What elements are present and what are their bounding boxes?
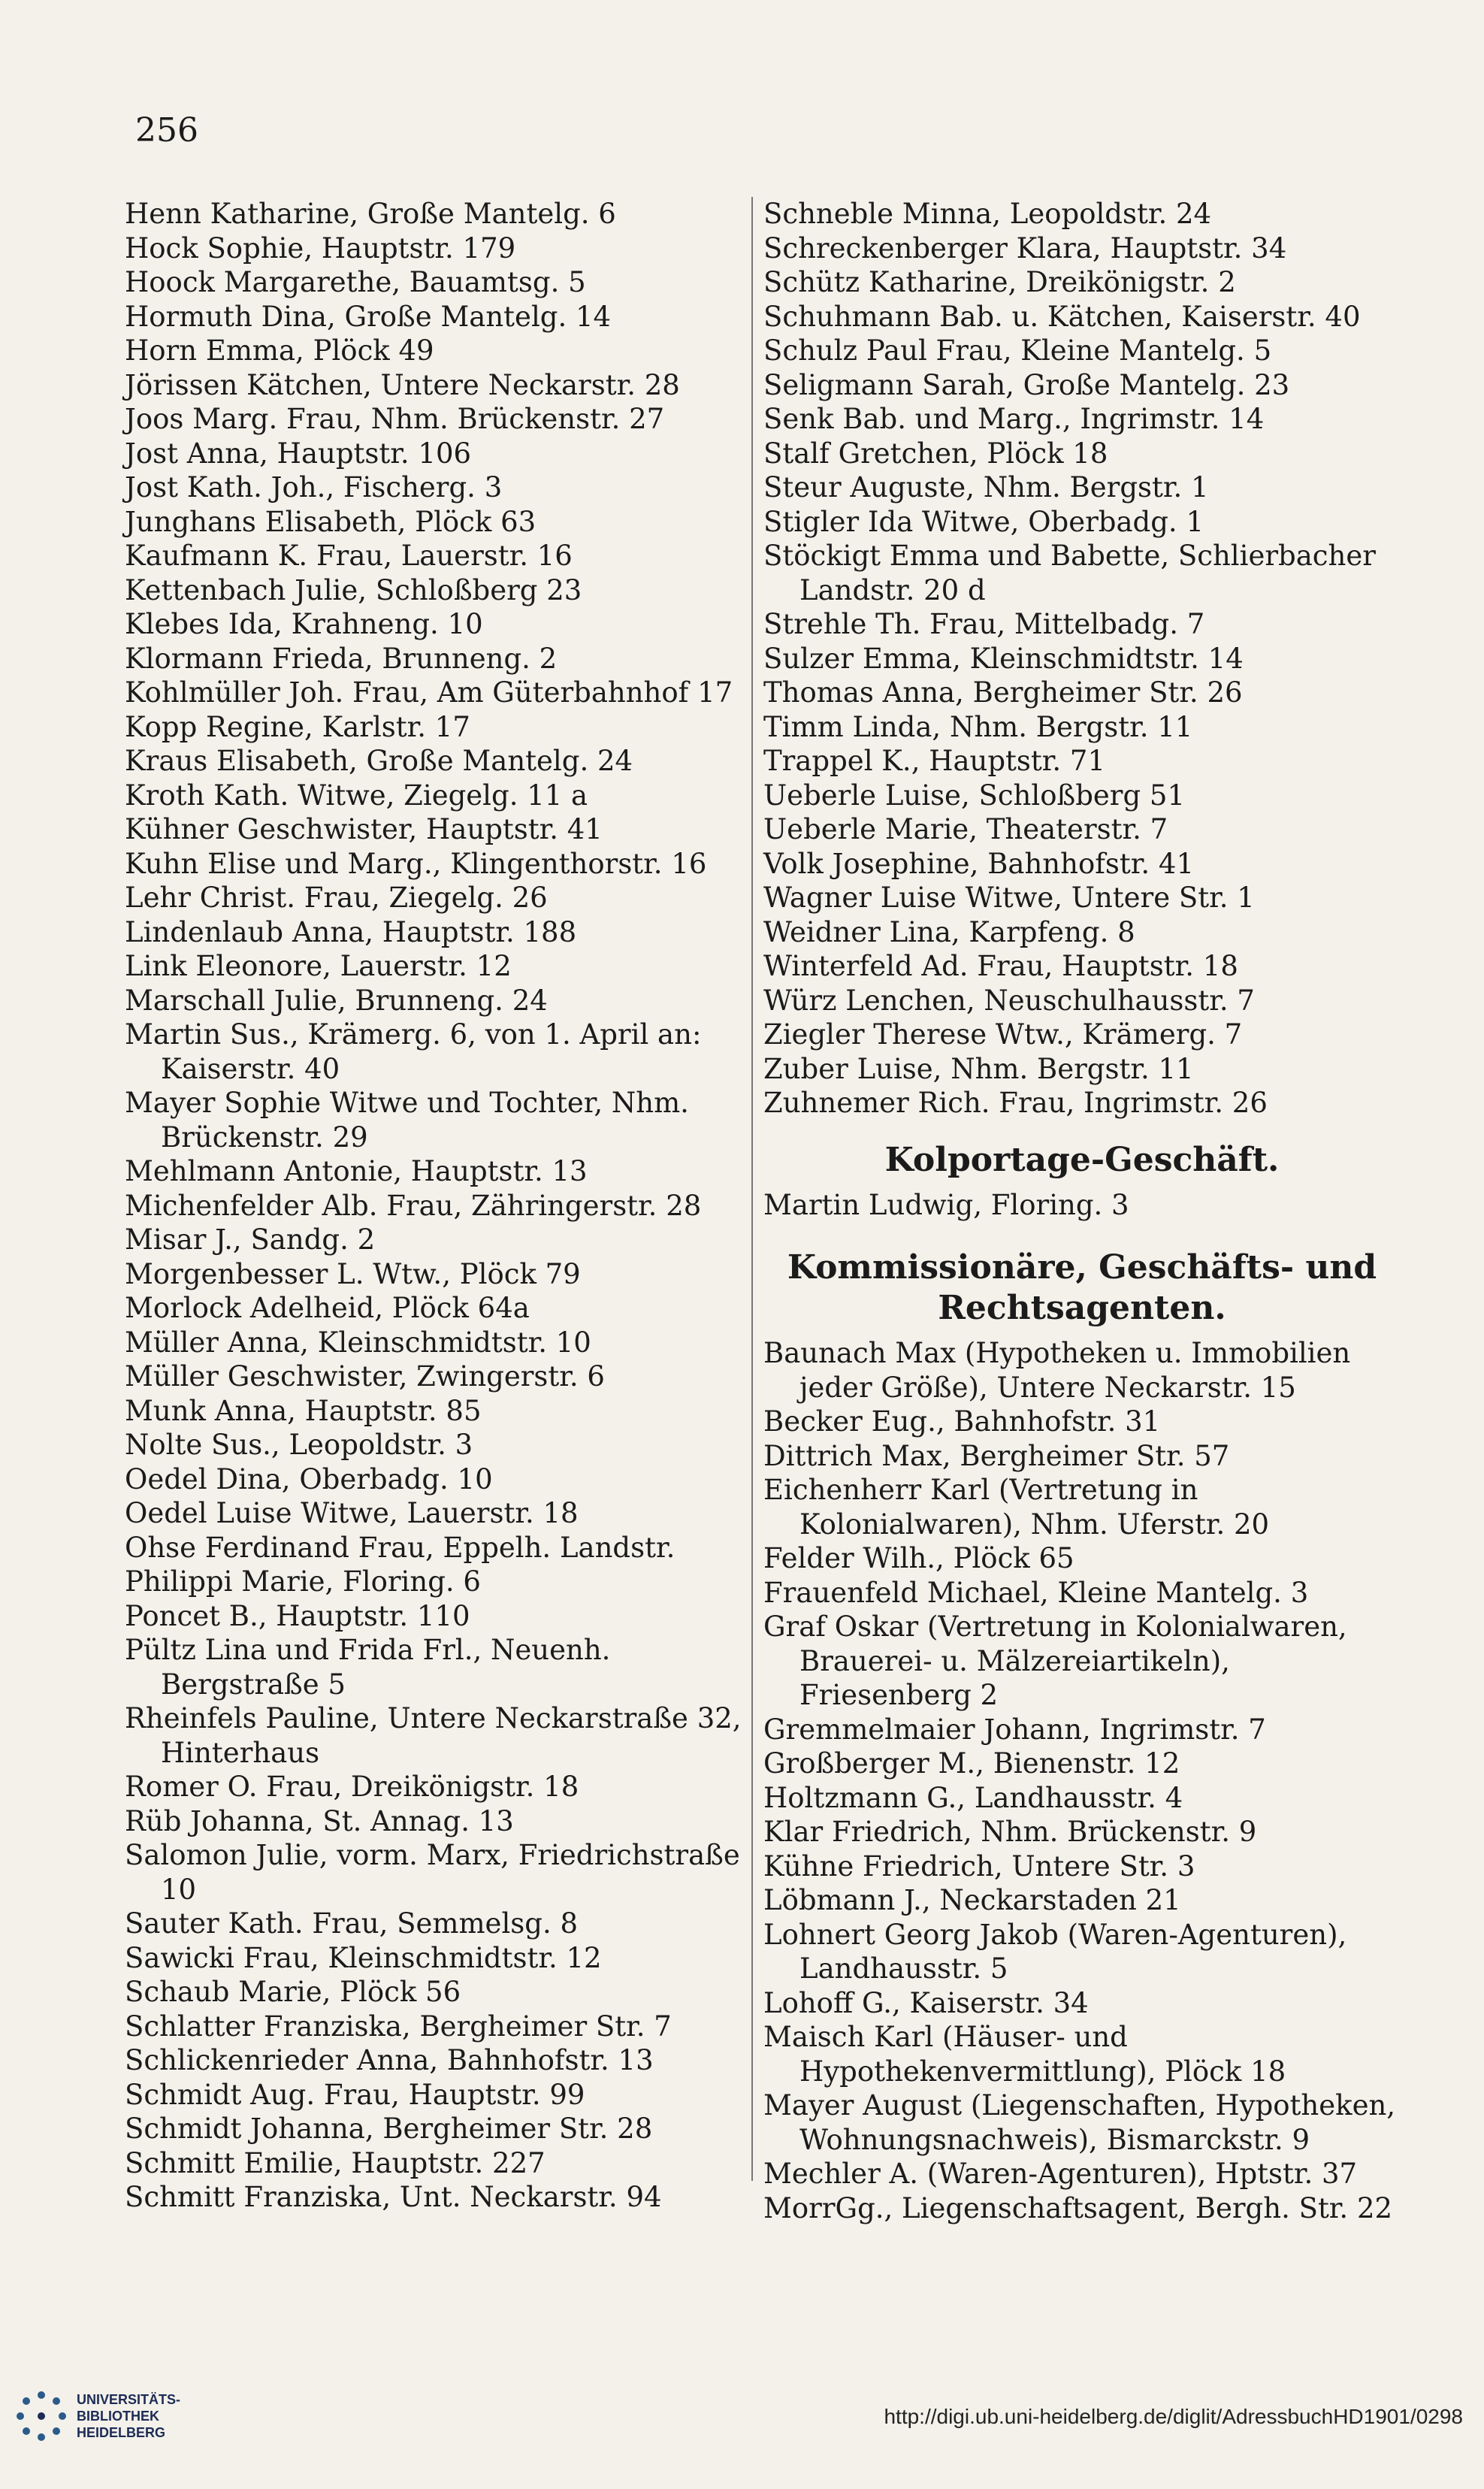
- directory-entry: Sulzer Emma, Kleinschmidtstr. 14: [763, 642, 1244, 675]
- directory-entry: Schulz Paul Frau, Kleine Mantelg. 5: [763, 334, 1272, 367]
- directory-entry: Ueberle Marie, Theaterstr. 7: [763, 813, 1168, 845]
- directory-entry: Kühner Geschwister, Hauptstr. 41: [125, 813, 603, 845]
- directory-entry: Hock Sophie, Hauptstr. 179: [125, 231, 516, 265]
- directory-entry: Müller Geschwister, Zwingerstr. 6: [125, 1360, 605, 1393]
- directory-entry: Junghans Elisabeth, Plöck 63: [125, 505, 536, 538]
- directory-entry: Kuhn Elise und Marg., Klingenthorstr. 16: [125, 847, 707, 880]
- directory-entry: Schmitt Emilie, Hauptstr. 227: [125, 2146, 546, 2179]
- directory-entry: Winterfeld Ad. Frau, Hauptstr. 18: [763, 950, 1238, 982]
- directory-entry: Poncet B., Hauptstr. 110: [125, 1599, 470, 1632]
- directory-entry: Felder Wilh., Plöck 65: [763, 1542, 1074, 1574]
- directory-entry: Weidner Lina, Karpfeng. 8: [763, 915, 1135, 948]
- right-column: [763, 197, 1401, 2225]
- directory-entry: Becker Eug., Bahnhofstr. 31: [763, 1405, 1161, 1438]
- section-heading-line-2: Rechtsagenten.: [938, 1289, 1226, 1327]
- directory-entry: Rheinfels Pauline, Untere Neckarstraße 32, Hinterhaus: [125, 1702, 742, 1769]
- directory-entry: Lehr Christ. Frau, Ziegelg. 26: [125, 882, 548, 914]
- directory-entry: Ziegler Therese Wtw., Krämerg. 7: [763, 1018, 1243, 1051]
- directory-entry: Mayer Sophie Witwe und Tochter, Nhm. Brückenstr. 29: [125, 1087, 689, 1154]
- directory-entry: Misar J., Sandg. 2: [125, 1223, 376, 1256]
- directory-entry: Philippi Marie, Floring. 6: [125, 1565, 481, 1598]
- directory-entry: Schuhmann Bab. u. Kätchen, Kaiserstr. 40: [763, 300, 1361, 333]
- library-name-line-1: UNIVERSITÄTS-: [77, 2392, 181, 2407]
- directory-entry: Kopp Regine, Karlstr. 17: [125, 710, 470, 743]
- directory-entry: Stalf Gretchen, Plöck 18: [763, 437, 1108, 470]
- directory-entry: Kettenbach Julie, Schloßberg 23: [125, 573, 582, 606]
- directory-entry: Strehle Th. Frau, Mittelbadg. 7: [763, 608, 1205, 640]
- directory-entry: Lindenlaub Anna, Hauptstr. 188: [125, 915, 577, 948]
- directory-entry: Hoock Margarethe, Bauamtsg. 5: [125, 266, 586, 298]
- directory-entry: Schütz Katharine, Dreikönigstr. 2: [763, 266, 1236, 298]
- directory-entry: Sauter Kath. Frau, Semmelsg. 8: [125, 1907, 579, 1940]
- directory-entry: Frauenfeld Michael, Kleine Mantelg. 3: [763, 1576, 1309, 1609]
- directory-entry: Schmidt Johanna, Bergheimer Str. 28: [125, 2112, 653, 2145]
- directory-entry: Schreckenberger Klara, Hauptstr. 34: [763, 231, 1287, 265]
- directory-entry: Oedel Dina, Oberbadg. 10: [125, 1462, 493, 1496]
- directory-entry: Gremmelmaier Johann, Ingrimstr. 7: [763, 1713, 1266, 1746]
- directory-entry: Pültz Lina und Frida Frl., Neuenh. Bergstraße 5: [125, 1634, 611, 1701]
- directory-entry: Mayer August (Liegenschaften, Hypotheken, Wohnungsnachweis), Bismarckstr. 9: [763, 2089, 1396, 2156]
- directory-entry: Klebes Ida, Krahneng. 10: [125, 608, 483, 640]
- left-column: [125, 197, 754, 2215]
- directory-entry: Jörissen Kätchen, Untere Neckarstr. 28: [125, 368, 680, 401]
- directory-entry: Nolte Sus., Leopoldstr. 3: [125, 1429, 473, 1461]
- directory-entry: Großberger M., Bienenstr. 12: [763, 1747, 1180, 1780]
- directory-entry: Holtzmann G., Landhausstr. 4: [763, 1781, 1183, 1814]
- directory-entry: Morlock Adelheid, Plöck 64a: [125, 1292, 530, 1324]
- library-logo: [14, 2388, 180, 2444]
- directory-entry: Henn Katharine, Große Mantelg. 6: [125, 198, 616, 230]
- footer: [0, 2361, 1484, 2489]
- library-name-line-2: BIBLIOTHEK: [77, 2409, 159, 2424]
- directory-entry: Wagner Luise Witwe, Untere Str. 1: [763, 882, 1255, 914]
- directory-entry: Löbmann J., Neckarstaden 21: [763, 1884, 1181, 1916]
- directory-entry: Jost Kath. Joh., Fischerg. 3: [125, 471, 503, 504]
- directory-entry: Eichenherr Karl (Vertretung in Kolonialwaren), Nhm. Uferstr. 20: [763, 1474, 1270, 1541]
- directory-entry: MorrGg., Liegenschaftsagent, Bergh. Str. 22: [763, 2191, 1393, 2224]
- entries-section-2: [763, 1336, 1401, 2225]
- directory-entry: Kohlmüller Joh. Frau, Am Güterbahnhof 17: [125, 676, 733, 709]
- directory-entry: Morgenbesser L. Wtw., Plöck 79: [125, 1257, 581, 1290]
- directory-entry: Schmidt Aug. Frau, Hauptstr. 99: [125, 2078, 585, 2111]
- directory-entry: Link Eleonore, Lauerstr. 12: [125, 950, 512, 982]
- directory-entry: Kühne Friedrich, Untere Str. 3: [763, 1849, 1195, 1883]
- directory-entry: Hormuth Dina, Große Mantelg. 14: [125, 300, 612, 333]
- directory-entry: Trappel K., Hauptstr. 71: [763, 745, 1106, 777]
- directory-entry: Martin Sus., Krämerg. 6, von 1. April an: Kaiserstr. 40: [125, 1018, 702, 1085]
- directory-entry: Lohnert Georg Jakob (Waren-Agenturen), Landhausstr. 5: [763, 1918, 1347, 1985]
- directory-entry: Zuhnemer Rich. Frau, Ingrimstr. 26: [763, 1087, 1268, 1119]
- directory-entry: Marschall Julie, Brunneng. 24: [125, 984, 548, 1017]
- directory-entry: Sawicki Frau, Kleinschmidtstr. 12: [125, 1941, 602, 1974]
- directory-entry: Seligmann Sarah, Große Mantelg. 23: [763, 368, 1290, 401]
- page-number: 256: [135, 111, 198, 150]
- directory-entry: Müller Anna, Kleinschmidtstr. 10: [125, 1326, 591, 1359]
- directory-entry: Mehlmann Antonie, Hauptstr. 13: [125, 1155, 588, 1187]
- directory-entry: Senk Bab. und Marg., Ingrimstr. 14: [763, 403, 1265, 435]
- library-seal-icon: [14, 2388, 69, 2444]
- directory-entry: Schlatter Franziska, Bergheimer Str. 7: [125, 2010, 672, 2043]
- library-name-line-3: HEIDELBERG: [77, 2425, 166, 2440]
- entries-section-1: [763, 1188, 1401, 1223]
- directory-entry: Timm Linda, Nhm. Bergstr. 11: [763, 710, 1193, 743]
- directory-entry: Steur Auguste, Nhm. Bergstr. 1: [763, 471, 1209, 504]
- directory-entry: Romer O. Frau, Dreikönigstr. 18: [125, 1771, 579, 1803]
- directory-entry: Ueberle Luise, Schloßberg 51: [763, 779, 1185, 812]
- directory-entry: Graf Oskar (Vertretung in Kolonialwaren, Brauerei- u. Mälzereiartikeln), Friesenberg 2: [763, 1610, 1347, 1711]
- directory-entry: Schaub Marie, Plöck 56: [125, 1976, 461, 2008]
- directory-entry: Salomon Julie, vorm. Marx, Friedrichstraße 10: [125, 1839, 740, 1906]
- directory-entry: Klormann Frieda, Brunneng. 2: [125, 642, 558, 675]
- directory-entry: Rüb Johanna, St. Annag. 13: [125, 1804, 514, 1837]
- directory-entry: Kroth Kath. Witwe, Ziegelg. 11 a: [125, 779, 588, 812]
- directory-entry: Lohoff G., Kaiserstr. 34: [763, 1986, 1089, 2019]
- directory-entry: Kaufmann K. Frau, Lauerstr. 16: [125, 540, 573, 572]
- directory-entry: Dittrich Max, Bergheimer Str. 57: [763, 1439, 1230, 1472]
- directory-entry: Michenfelder Alb. Frau, Zähringerstr. 28: [125, 1189, 702, 1222]
- column-divider: [751, 197, 753, 2181]
- section-heading-kolportage: Kolportage-Geschäft.: [884, 1140, 1280, 1179]
- directory-entry: Kraus Elisabeth, Große Mantelg. 24: [125, 745, 633, 777]
- directory-entry: Jost Anna, Hauptstr. 106: [125, 437, 472, 470]
- source-url-link[interactable]: http://digi.ub.uni-heidelberg.de/diglit/AdressbuchHD1901/0298: [884, 2405, 1463, 2428]
- library-name: [77, 2391, 180, 2441]
- directory-entry: Martin Ludwig, Floring. 3: [763, 1188, 1129, 1221]
- directory-entry: Schmitt Franziska, Unt. Neckarstr. 94: [125, 2181, 662, 2213]
- directory-entry: Munk Anna, Hauptstr. 85: [125, 1394, 482, 1427]
- directory-entry: Schneble Minna, Leopoldstr. 24: [763, 198, 1212, 230]
- section-heading-line-1: Kommissionäre, Geschäfts- und: [787, 1248, 1377, 1287]
- directory-entry: Schlickenrieder Anna, Bahnhofstr. 13: [125, 2044, 654, 2076]
- section-heading-kommissionaere: [763, 1248, 1401, 1329]
- directory-entry: Horn Emma, Plöck 49: [125, 334, 434, 367]
- directory-entry: Ohse Ferdinand Frau, Eppelh. Landstr.: [125, 1531, 676, 1564]
- directory-entry: Mechler A. (Waren-Agenturen), Hptstr. 37: [763, 2158, 1358, 2190]
- entries-before: [763, 197, 1401, 1121]
- directory-entry: Maisch Karl (Häuser- und Hypothekenvermittlung), Plöck 18: [763, 2021, 1286, 2088]
- directory-entry: Oedel Luise Witwe, Lauerstr. 18: [125, 1497, 579, 1529]
- directory-entry: Volk Josephine, Bahnhofstr. 41: [763, 847, 1194, 880]
- directory-entry: Baunach Max (Hypotheken u. Immobilien jeder Größe), Untere Neckarstr. 15: [763, 1337, 1351, 1404]
- directory-entry: Klar Friedrich, Nhm. Brückenstr. 9: [763, 1816, 1257, 1848]
- directory-entry: Stigler Ida Witwe, Oberbadg. 1: [763, 505, 1204, 538]
- directory-entry: Würz Lenchen, Neuschulhausstr. 7: [763, 984, 1255, 1017]
- directory-entry: Thomas Anna, Bergheimer Str. 26: [763, 676, 1243, 709]
- directory-entry: Stöckigt Emma und Babette, Schlierbacher Landstr. 20 d: [763, 540, 1376, 606]
- directory-entry: Zuber Luise, Nhm. Bergstr. 11: [763, 1052, 1194, 1085]
- directory-entry: Joos Marg. Frau, Nhm. Brückenstr. 27: [125, 403, 665, 435]
